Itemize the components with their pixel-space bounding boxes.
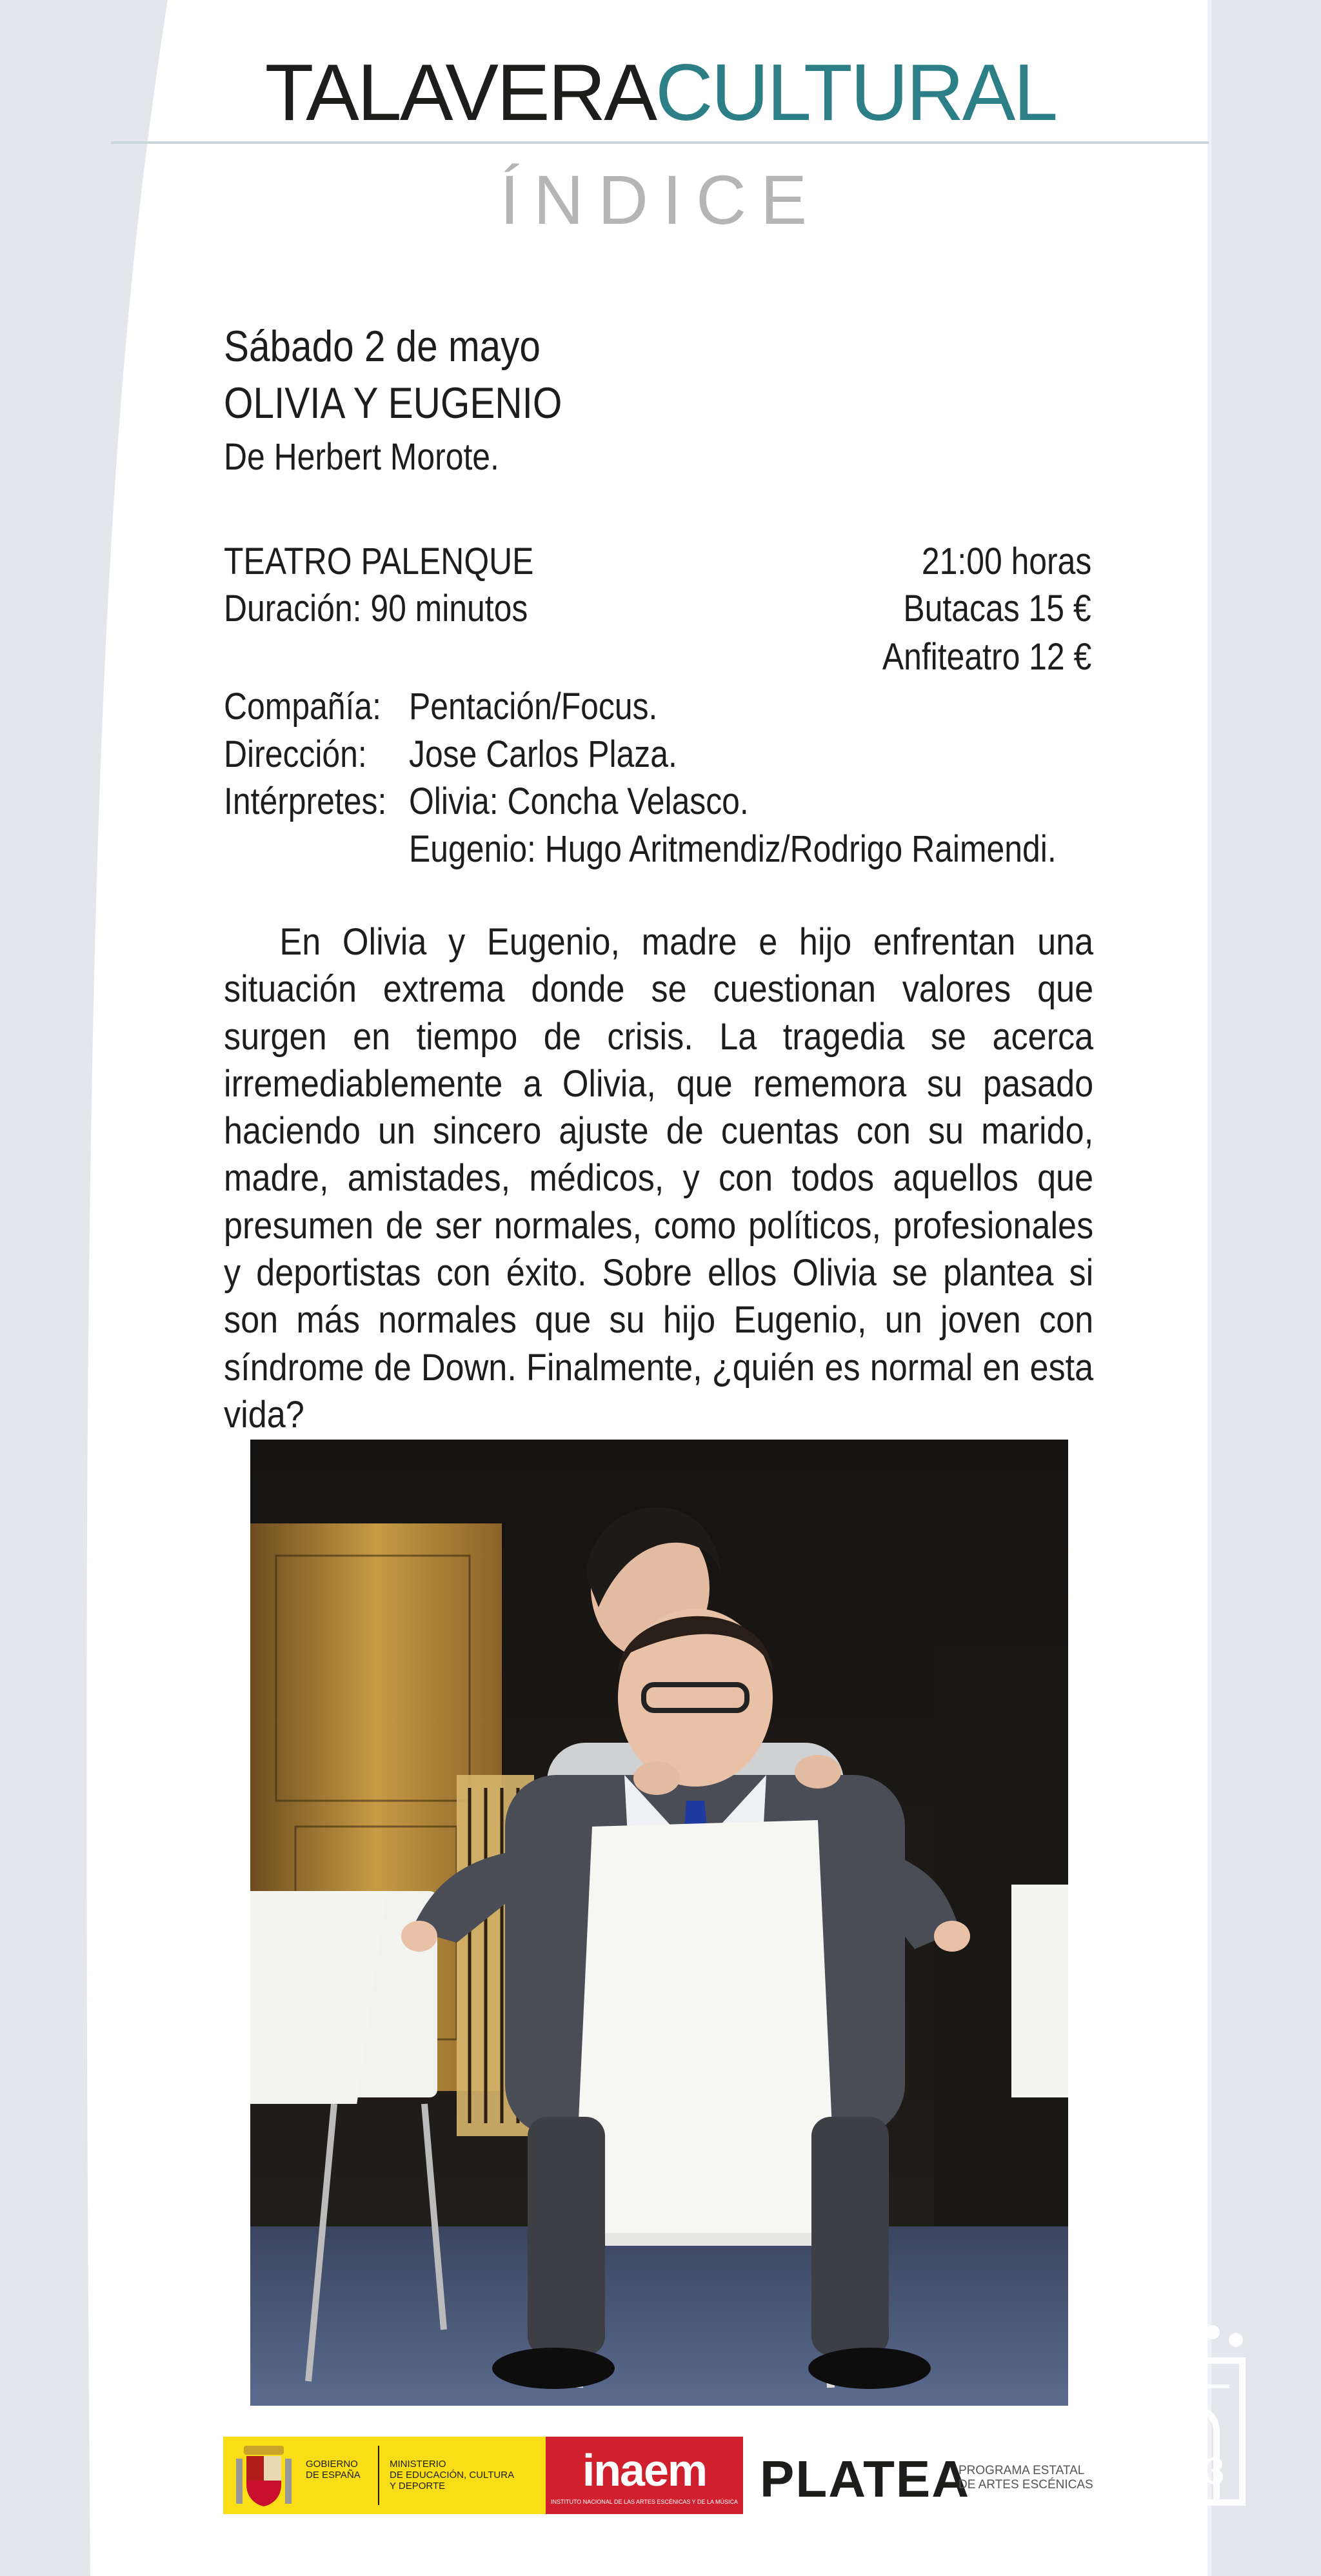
credit-value-cast-eugenio: Eugenio: Hugo Aritmendiz/Rodrigo Raimendi.: [409, 828, 1057, 870]
inaem-subtitle: INSTITUTO NACIONAL DE LAS ARTES ESCÉNICAS Y DE LA MÚSICA: [550, 2499, 739, 2505]
price-anfiteatro: Anfiteatro 12 €: [882, 636, 1091, 678]
credit-label-company: Compañía:: [224, 686, 381, 728]
event-author: De Herbert Morote.: [224, 436, 499, 478]
right-band-decoration: [1211, 0, 1321, 2576]
masthead-part-2: CULTURAL: [655, 48, 1057, 137]
duration: Duración: 90 minutos: [224, 588, 528, 629]
right-strip-decoration: [1207, 0, 1211, 2576]
show-time: 21:00 horas: [921, 540, 1091, 582]
inaem-logo: [546, 2437, 743, 2514]
venue: TEATRO PALENQUE: [224, 540, 534, 582]
section-title: ÍNDICE: [499, 161, 822, 239]
spain-coat-of-arms-icon: [232, 2442, 295, 2509]
credit-value-cast-olivia: Olivia: Concha Velasco.: [409, 780, 749, 822]
left-curve-decoration: [0, 0, 168, 2576]
event-date: Sábado 2 de mayo: [224, 322, 541, 371]
gobierno-espana-logo: [223, 2437, 546, 2514]
logo-separator: [378, 2446, 379, 2505]
credit-label-direction: Dirección:: [224, 733, 367, 775]
inaem-word: inaem: [582, 2445, 707, 2495]
event-title: OLIVIA Y EUGENIO: [224, 379, 562, 428]
masthead-title: [0, 48, 1321, 137]
page-number: 03: [1183, 2450, 1225, 2492]
event-photo: [250, 1440, 1068, 2406]
masthead-part-1: TALAVERA: [264, 48, 655, 137]
sponsor-logos: [223, 2437, 1107, 2514]
header-rule: [111, 141, 1209, 144]
ministerio-text: MINISTERIO DE EDUCACIÓN, CULTURA Y DEPORTE: [390, 2459, 515, 2492]
price-butacas: Butacas 15 €: [903, 588, 1091, 629]
gobierno-text: GOBIERNO DE ESPAÑA: [306, 2459, 361, 2481]
platea-subtitle: PROGRAMA ESTATAL DE ARTES ESCÉNICAS: [958, 2464, 1093, 2492]
event-description: En Olivia y Eugenio, madre e hijo enfrentan una situación extrema donde se cuestionan valores que surgen en tiempo de crisis. La tragedia se acerca irremediablemente a Olivia, que rememora su pasado haciendo un sincero ajuste de cuentas con su marido, madre, amistades, médicos, y con todos aquellos que presumen de ser normales, como políticos, profesionales y deportistas con éxito. Sobre ellos Olivia se plantea si son más normales que su hijo Eugenio, un joven con síndrome de Down. Finalmente, ¿quién es normal en esta vida?: [224, 921, 1094, 1436]
stage-photo-illustration: [250, 1440, 1068, 2406]
platea-logo: PLATEA: [760, 2450, 971, 2508]
credit-label-cast: Intérpretes:: [224, 780, 387, 822]
credit-value-company: Pentación/Focus.: [409, 686, 658, 728]
credit-value-direction: Jose Carlos Plaza.: [409, 733, 677, 775]
